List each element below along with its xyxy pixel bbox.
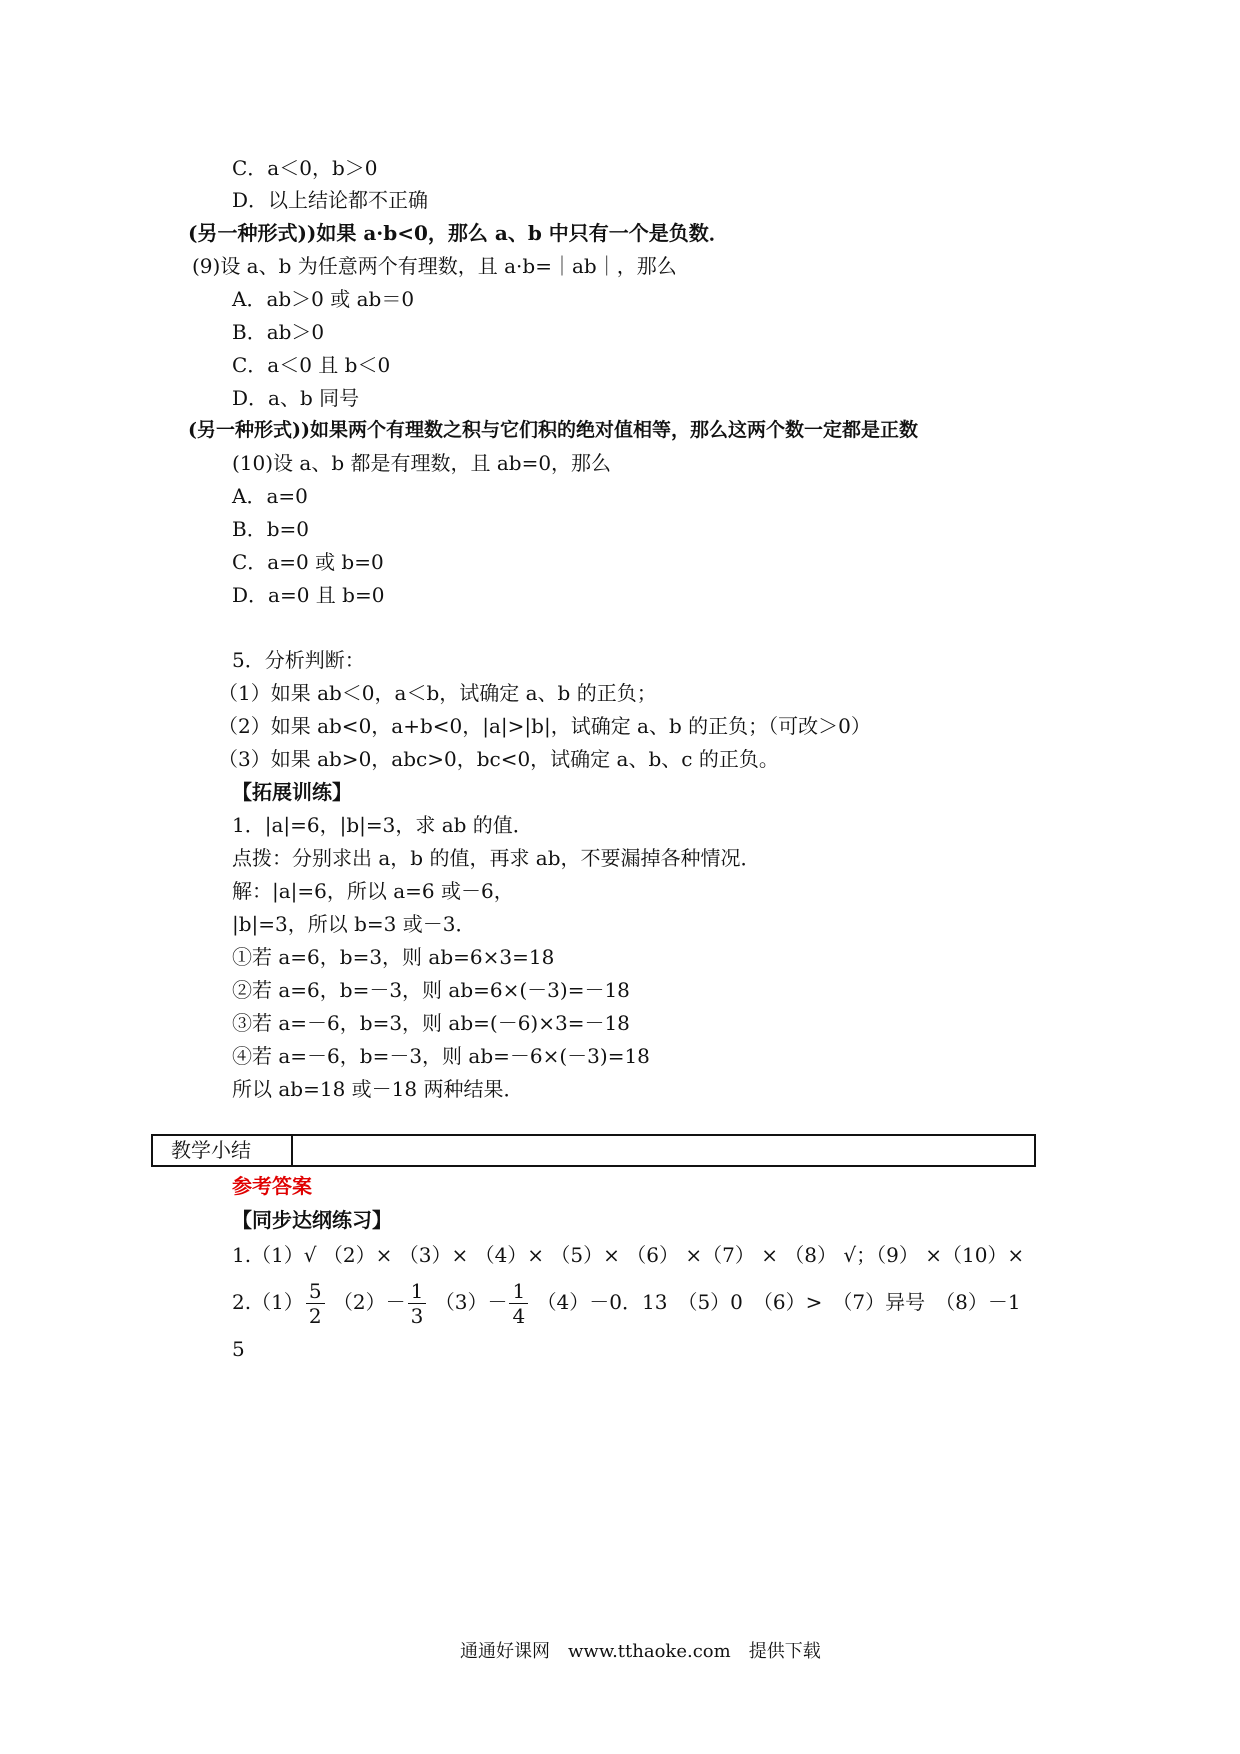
sync-practice-heading: 【同步达纲练习】 <box>232 1208 392 1232</box>
case-3: ③若 a=－6，b=3，则 ab=(－6)×3=－18 <box>232 1011 630 1035</box>
solution-line: |b|=3，所以 b=3 或－3． <box>232 912 476 936</box>
summary-table <box>151 1134 1036 1167</box>
option-c: C．a＜0，b＞0 <box>232 156 378 180</box>
answer-2-prefix: 2.（1） <box>232 1290 304 1314</box>
summary-table-label: 教学小结 <box>153 1136 293 1165</box>
option-d: D．a、b 同号 <box>232 386 360 410</box>
answer-1: 1.（1）√ （2）× （3）× （4）× （5）× （6） ×（7） × （8） √；（9） ×（10）× <box>232 1243 1025 1267</box>
footer-credit: 通通好课网 www.tthaoke.com 提供下载 <box>460 1641 821 1662</box>
option-a: A．ab＞0 或 ab＝0 <box>232 287 415 311</box>
stray-number: 5 <box>232 1337 245 1361</box>
answer-2-rest: （4）－0．13 （5）0 （6）> （7）异号 （8）－1 <box>536 1290 1021 1314</box>
answer-2-part: （3）－ <box>434 1290 508 1314</box>
case-4: ④若 a=－6，b=－3，则 ab=－6×(－3)=18 <box>232 1044 650 1068</box>
exercise-1: 1．|a|=6，|b|=3，求 ab 的值． <box>232 813 533 837</box>
option-b: B．b=0 <box>232 517 309 541</box>
judgement-3: （3）如果 ab>0，abc>0，bc<0，试确定 a、b、c 的正负。 <box>218 747 779 771</box>
answer-2-part: （2）－ <box>332 1290 406 1314</box>
fraction: $\frac{5}{2}$ <box>306 1279 325 1328</box>
fraction: $\frac{1}{4}$ <box>509 1279 528 1328</box>
answer-2 <box>232 1272 1021 1332</box>
option-d: D．以上结论都不正确 <box>232 188 429 212</box>
judgement-1: （1）如果 ab＜0，a＜b，试确定 a、b 的正负； <box>218 681 657 705</box>
option-c: C．a＜0 且 b＜0 <box>232 353 391 377</box>
solution-line: 解：|a|=6，所以 a=6 或－6， <box>232 879 514 903</box>
question-9: (9)设 a、b 为任意两个有理数，且 a·b=｜ab｜，那么 <box>192 254 677 278</box>
option-a: A．a=0 <box>232 484 308 508</box>
extension-training-heading: 【拓展训练】 <box>232 780 352 804</box>
alternate-form-statement: (另一种形式))如果 a·b<0，那么 a、b 中只有一个是负数． <box>188 221 729 245</box>
option-b: B．ab＞0 <box>232 320 325 344</box>
hint: 点拨：分别求出 a，b 的值，再求 ab，不要漏掉各种情况． <box>232 846 761 870</box>
judgement-2: （2）如果 ab<0，a+b<0，|a|>|b|，试确定 a、b 的正负；（可改＞0） <box>218 714 871 738</box>
alternate-form-statement: (另一种形式))如果两个有理数之积与它们积的绝对值相等，那么这两个数一定都是正数 <box>188 419 918 441</box>
option-d: D．a=0 且 b=0 <box>232 583 385 607</box>
case-1: ①若 a=6，b=3，则 ab=6×3=18 <box>232 945 555 969</box>
option-c: C．a=0 或 b=0 <box>232 550 384 574</box>
section-5-heading: 5．分析判断： <box>232 648 365 672</box>
reference-answers-heading: 参考答案 <box>232 1174 312 1198</box>
conclusion: 所以 ab=18 或－18 两种结果． <box>232 1077 524 1101</box>
case-2: ②若 a=6，b=－3，则 ab=6×(－3)=－18 <box>232 978 630 1002</box>
question-10: (10)设 a、b 都是有理数，且 ab=0，那么 <box>232 451 612 475</box>
fraction: $\frac{1}{3}$ <box>408 1279 427 1328</box>
